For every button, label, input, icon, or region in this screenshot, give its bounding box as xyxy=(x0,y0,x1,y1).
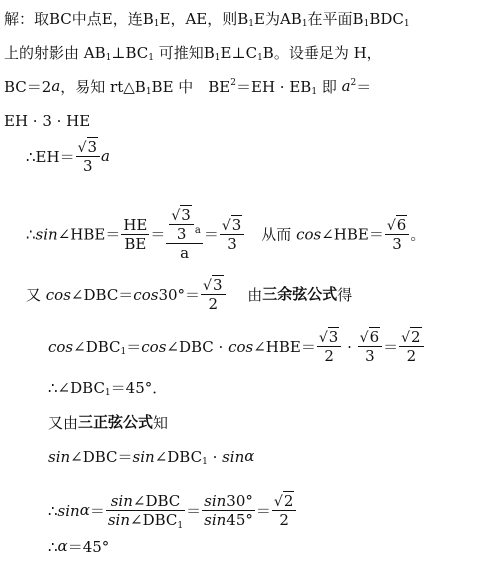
radicand: 2 xyxy=(411,328,421,346)
text: 在平面B xyxy=(307,10,364,28)
text: 30° xyxy=(226,492,253,510)
text: 知 xyxy=(153,414,169,432)
text: ∠HBE＝ xyxy=(57,225,121,244)
line-1 xyxy=(4,8,410,29)
text: 上的射影由 AB xyxy=(4,44,106,62)
radicand: 3 xyxy=(231,215,242,234)
text: ∠HBE＝ xyxy=(321,225,384,244)
function-name: sin xyxy=(57,502,80,520)
text: ∴∠DBC xyxy=(48,379,105,397)
text: ＝ xyxy=(255,502,271,520)
variable: a xyxy=(194,225,201,236)
denominator: 3 xyxy=(385,234,409,252)
denominator: 3 xyxy=(169,224,193,242)
function-name: cos xyxy=(228,338,254,356)
denominator: BE xyxy=(121,234,149,252)
variable: a xyxy=(51,77,61,95)
subscript: 1 xyxy=(403,19,410,29)
numerator: HE xyxy=(123,215,148,234)
denominator: 2 xyxy=(317,346,341,364)
denominator: 3 xyxy=(358,346,382,364)
bold-term: 三余弦公式 xyxy=(262,285,338,303)
text: ∴ xyxy=(26,225,36,244)
line-7 xyxy=(26,278,352,312)
radicand: 3 xyxy=(181,206,191,224)
text: 30°＝ xyxy=(158,286,201,304)
text: ＝ xyxy=(89,502,105,520)
text: ＝ xyxy=(186,502,202,520)
subscript: 1 xyxy=(257,53,263,63)
line-8 xyxy=(48,330,425,364)
radicand: 2 xyxy=(283,492,294,510)
text: 解：取BC中点E，连B xyxy=(4,10,154,28)
text: ，易知 rt△B xyxy=(60,78,146,96)
text: ∠DBC xyxy=(132,492,181,510)
text: ⊥BC xyxy=(111,44,149,62)
line-9 xyxy=(48,377,167,398)
text: ＝45° xyxy=(67,538,110,556)
text: ＝EH · EB xyxy=(236,78,312,96)
text: B。设垂足为 H， xyxy=(262,44,382,62)
line-13 xyxy=(48,536,109,557)
fraction xyxy=(220,215,244,253)
subscript: 1 xyxy=(248,19,254,29)
denominator: 2 xyxy=(201,294,225,312)
text: 。 xyxy=(410,225,426,244)
line-11 xyxy=(48,446,254,467)
variable: α xyxy=(79,501,90,519)
subscript: 1 xyxy=(301,19,308,29)
fraction xyxy=(202,494,255,528)
subscript: 1 xyxy=(105,53,112,63)
text: 可推知B xyxy=(153,44,215,62)
function-name: sin xyxy=(48,448,71,466)
denominator: a xyxy=(166,243,202,261)
text: ∠HBE＝ xyxy=(253,338,316,356)
text: 得 xyxy=(337,286,353,304)
subscript: 1 xyxy=(311,87,318,97)
text: ＝ xyxy=(356,78,372,96)
superscript: 2 xyxy=(230,78,236,88)
function-name: sin xyxy=(204,492,227,510)
fraction xyxy=(169,208,193,242)
square-root: √3 xyxy=(203,276,223,294)
line-12 xyxy=(48,492,297,531)
subscript: 1 xyxy=(177,521,184,531)
subscript: 1 xyxy=(363,19,370,29)
text: E⊥C xyxy=(220,44,258,62)
radicand: 3 xyxy=(328,328,339,346)
function-name: cos xyxy=(133,286,159,304)
fraction xyxy=(358,330,382,364)
denominator: 2 xyxy=(399,346,423,364)
function-name: cos xyxy=(48,338,74,356)
variable: α xyxy=(57,537,68,555)
function-name: sin xyxy=(110,492,133,510)
text: 45° xyxy=(226,511,253,529)
text: ∠DBC xyxy=(130,511,178,529)
line-10 xyxy=(48,412,168,433)
radicand: 3 xyxy=(87,138,98,156)
text: E为AB xyxy=(254,10,302,28)
text: ＝ xyxy=(383,338,399,356)
text: ∠DBC＝ xyxy=(70,448,133,466)
text: 即 xyxy=(317,78,342,96)
function-name: sin xyxy=(132,448,155,466)
text: · xyxy=(207,448,223,466)
line-4 xyxy=(4,110,90,131)
subscript: 1 xyxy=(145,87,152,97)
fraction xyxy=(201,278,225,312)
text: BC＝2 xyxy=(4,78,52,96)
text: ∴ xyxy=(48,538,58,556)
line-3 xyxy=(4,76,371,97)
text: 又 xyxy=(26,286,46,304)
function-name: sin xyxy=(35,225,58,244)
denominator: 3 xyxy=(76,156,100,174)
square-root: √2 xyxy=(273,492,294,510)
text: ∴EH＝ xyxy=(26,148,75,166)
text: BE 中 BE xyxy=(151,78,231,96)
denominator: 2 xyxy=(272,510,296,528)
bold-term: 三正弦公式 xyxy=(78,413,154,431)
fraction xyxy=(317,330,341,364)
square-root: √6 xyxy=(386,215,407,234)
fraction xyxy=(76,140,100,174)
square-root: √3 xyxy=(318,328,339,346)
variable: a xyxy=(341,77,351,95)
text: ＝ xyxy=(150,225,166,244)
function-name: cos xyxy=(141,338,167,356)
square-root: √2 xyxy=(401,328,421,346)
text: ∴ xyxy=(48,502,58,520)
variable: α xyxy=(244,447,255,465)
function-name: cos xyxy=(296,225,322,244)
compound-fraction xyxy=(166,208,202,261)
square-root: √3 xyxy=(171,206,191,224)
text: ∠DBC xyxy=(73,338,121,356)
square-root: √3 xyxy=(221,215,242,234)
text: ∠DBC xyxy=(154,448,203,466)
subscript: 1 xyxy=(148,53,154,63)
line-2 xyxy=(4,42,382,63)
text: BDC xyxy=(369,10,404,28)
text: ＝45°． xyxy=(110,379,168,397)
text: EH · 3 · HE xyxy=(4,112,91,130)
fraction xyxy=(106,492,185,531)
fraction xyxy=(385,215,409,253)
subscript: 1 xyxy=(153,19,160,29)
radicand: 6 xyxy=(396,215,407,234)
function-name: cos xyxy=(45,286,71,304)
subscript: 1 xyxy=(104,388,111,398)
line-5 xyxy=(26,140,110,174)
text: ∠DBC · xyxy=(166,338,229,356)
fraction xyxy=(272,494,296,528)
function-name: sin xyxy=(204,511,227,529)
square-root: √3 xyxy=(77,138,98,156)
fraction xyxy=(121,215,149,253)
text: ＝ xyxy=(203,225,219,244)
text: E，AE，则B xyxy=(159,10,249,28)
subscript: 1 xyxy=(120,347,127,357)
denominator: 3 xyxy=(220,234,244,252)
function-name: sin xyxy=(222,448,245,466)
subscript: 1 xyxy=(214,53,221,63)
radicand: 6 xyxy=(369,328,380,346)
variable: a xyxy=(101,147,110,165)
subscript: 1 xyxy=(202,457,208,467)
text: 又由 xyxy=(48,414,79,432)
superscript: 2 xyxy=(350,78,357,88)
text: · xyxy=(342,338,357,356)
radicand: 3 xyxy=(212,276,223,294)
text: ∠DBC＝ xyxy=(70,286,134,304)
fraction xyxy=(399,330,423,364)
square-root: √6 xyxy=(359,328,380,346)
text: 由 xyxy=(242,286,263,304)
line-6 xyxy=(26,208,425,261)
text: 从而 xyxy=(261,225,297,244)
function-name: sin xyxy=(107,511,131,529)
text: ＝ xyxy=(126,338,142,356)
